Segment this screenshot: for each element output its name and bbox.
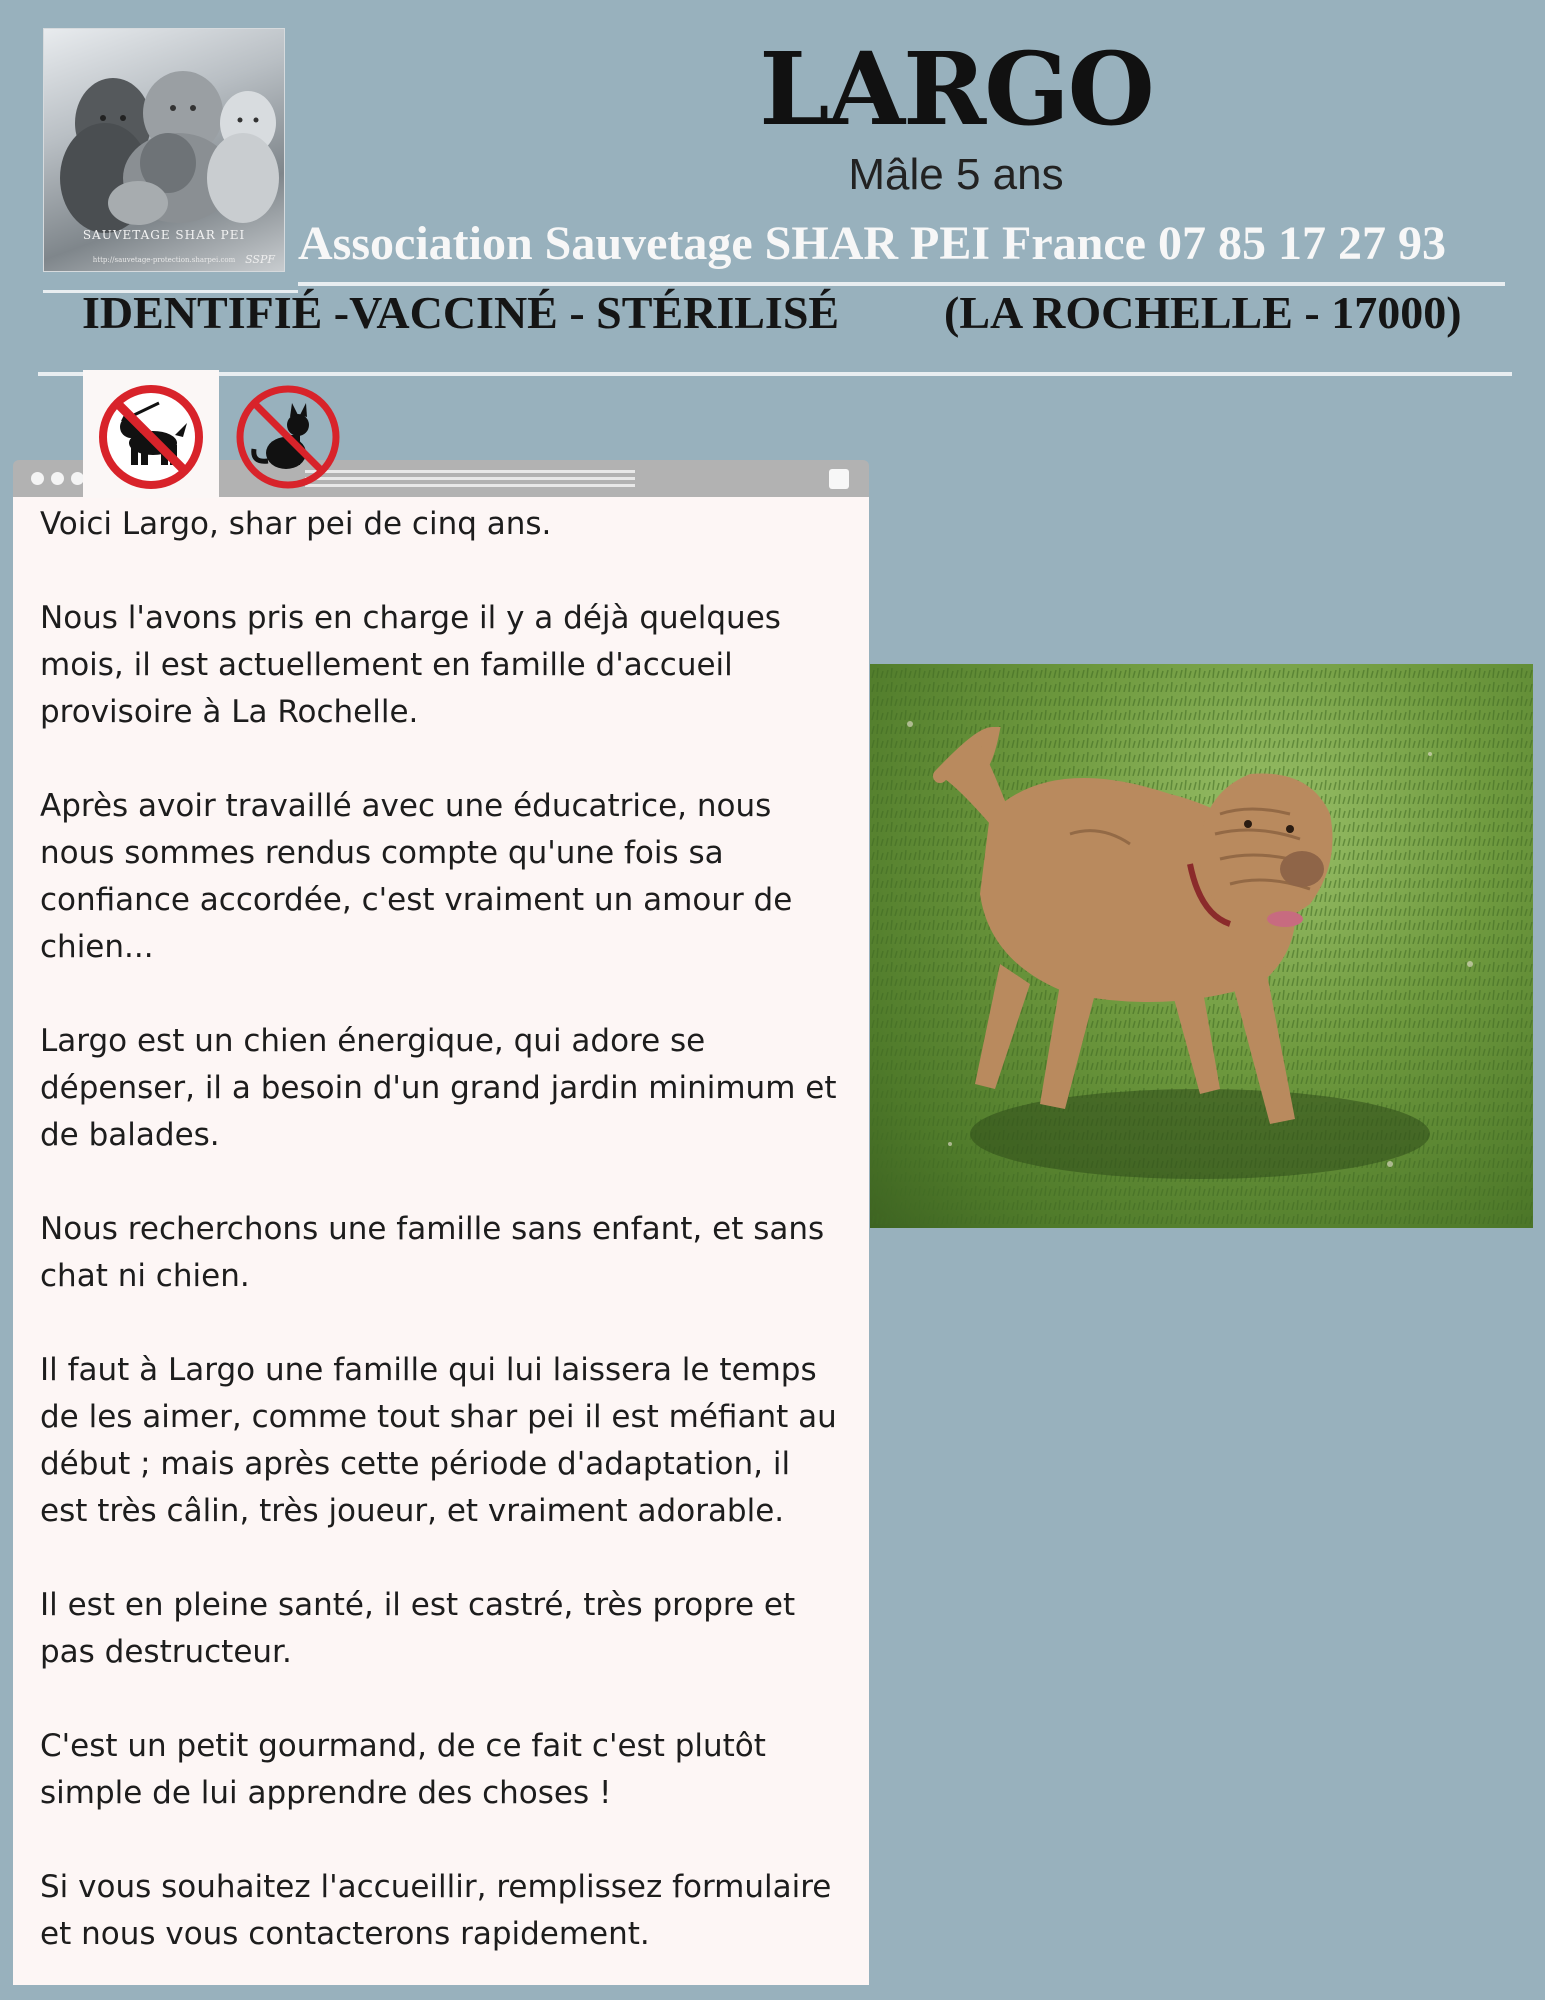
titlebar-line-3 [305,484,635,487]
description-window [13,460,869,1985]
dog-subtitle: Mâle 5 ans [848,150,1064,199]
no-cat-icon [234,383,342,491]
logo-signature: SSPF [245,253,275,266]
titlebar-line-1 [305,470,635,473]
shar-pei-on-grass [870,664,1533,1228]
association-contact: Association Sauvetage SHAR PEI France 07 85 17 27 93 [298,217,1446,270]
description-paragraph: Il faut à Largo une famille qui lui laissera le temps de les aimer, comme tout shar pei il est méfiant au début ; mais après cette période d'adaptation, il est très câlin, très joueur, et vraiment adorable. [40,1352,837,1529]
location-label: (LA ROCHELLE - 17000) [944,287,1462,338]
association-logo [43,28,285,272]
titlebar-line-2 [305,477,635,480]
description-paragraph: Largo est un chien énergique, qui adore se dépenser, il a besoin d'un grand jardin minimum et de balades. [40,1023,837,1153]
description-paragraph: Après avoir travaillé avec une éducatrice, nous nous sommes rendus compte qu'une fois sa confiance accordée, c'est vraiment un amour de chien... [40,788,793,965]
window-dot-2 [51,472,64,485]
description-paragraph: Il est en pleine santé, il est castré, très propre et pas destructeur. [40,1587,796,1670]
health-status: IDENTIFIÉ -VACCINÉ - STÉRILISÉ [82,287,840,338]
logo-caption: SAUVETAGE SHAR PEI [82,228,246,242]
description-paragraph: C'est un petit gourmand, de ce fait c'est plutôt simple de lui apprendre des choses ! [40,1728,766,1811]
window-dot-1 [31,472,44,485]
no-dog-icon [97,383,205,491]
logo-url: http://sauvetage-protection.sharpei.com [92,256,236,264]
dog-name-title: LARGO [759,30,1153,148]
window-maximize-button [829,469,849,489]
dog-photo [870,664,1533,1228]
description-paragraph: Nous l'avons pris en charge il y a déjà quelques mois, il est actuellement en famille d'accueil provisoire à La Rochelle. [40,600,781,730]
description-content [13,497,869,1985]
header-divider-bottom [38,372,1512,376]
description-paragraph: Nous recherchons une famille sans enfant, et sans chat ni chien. [40,1211,825,1294]
description-paragraph: Si vous souhaitez l'accueillir, remplissez formulaire et nous vous contacterons rapidement. [40,1869,832,1952]
description-paragraph: Voici Largo, shar pei de cinq ans. [40,506,552,542]
